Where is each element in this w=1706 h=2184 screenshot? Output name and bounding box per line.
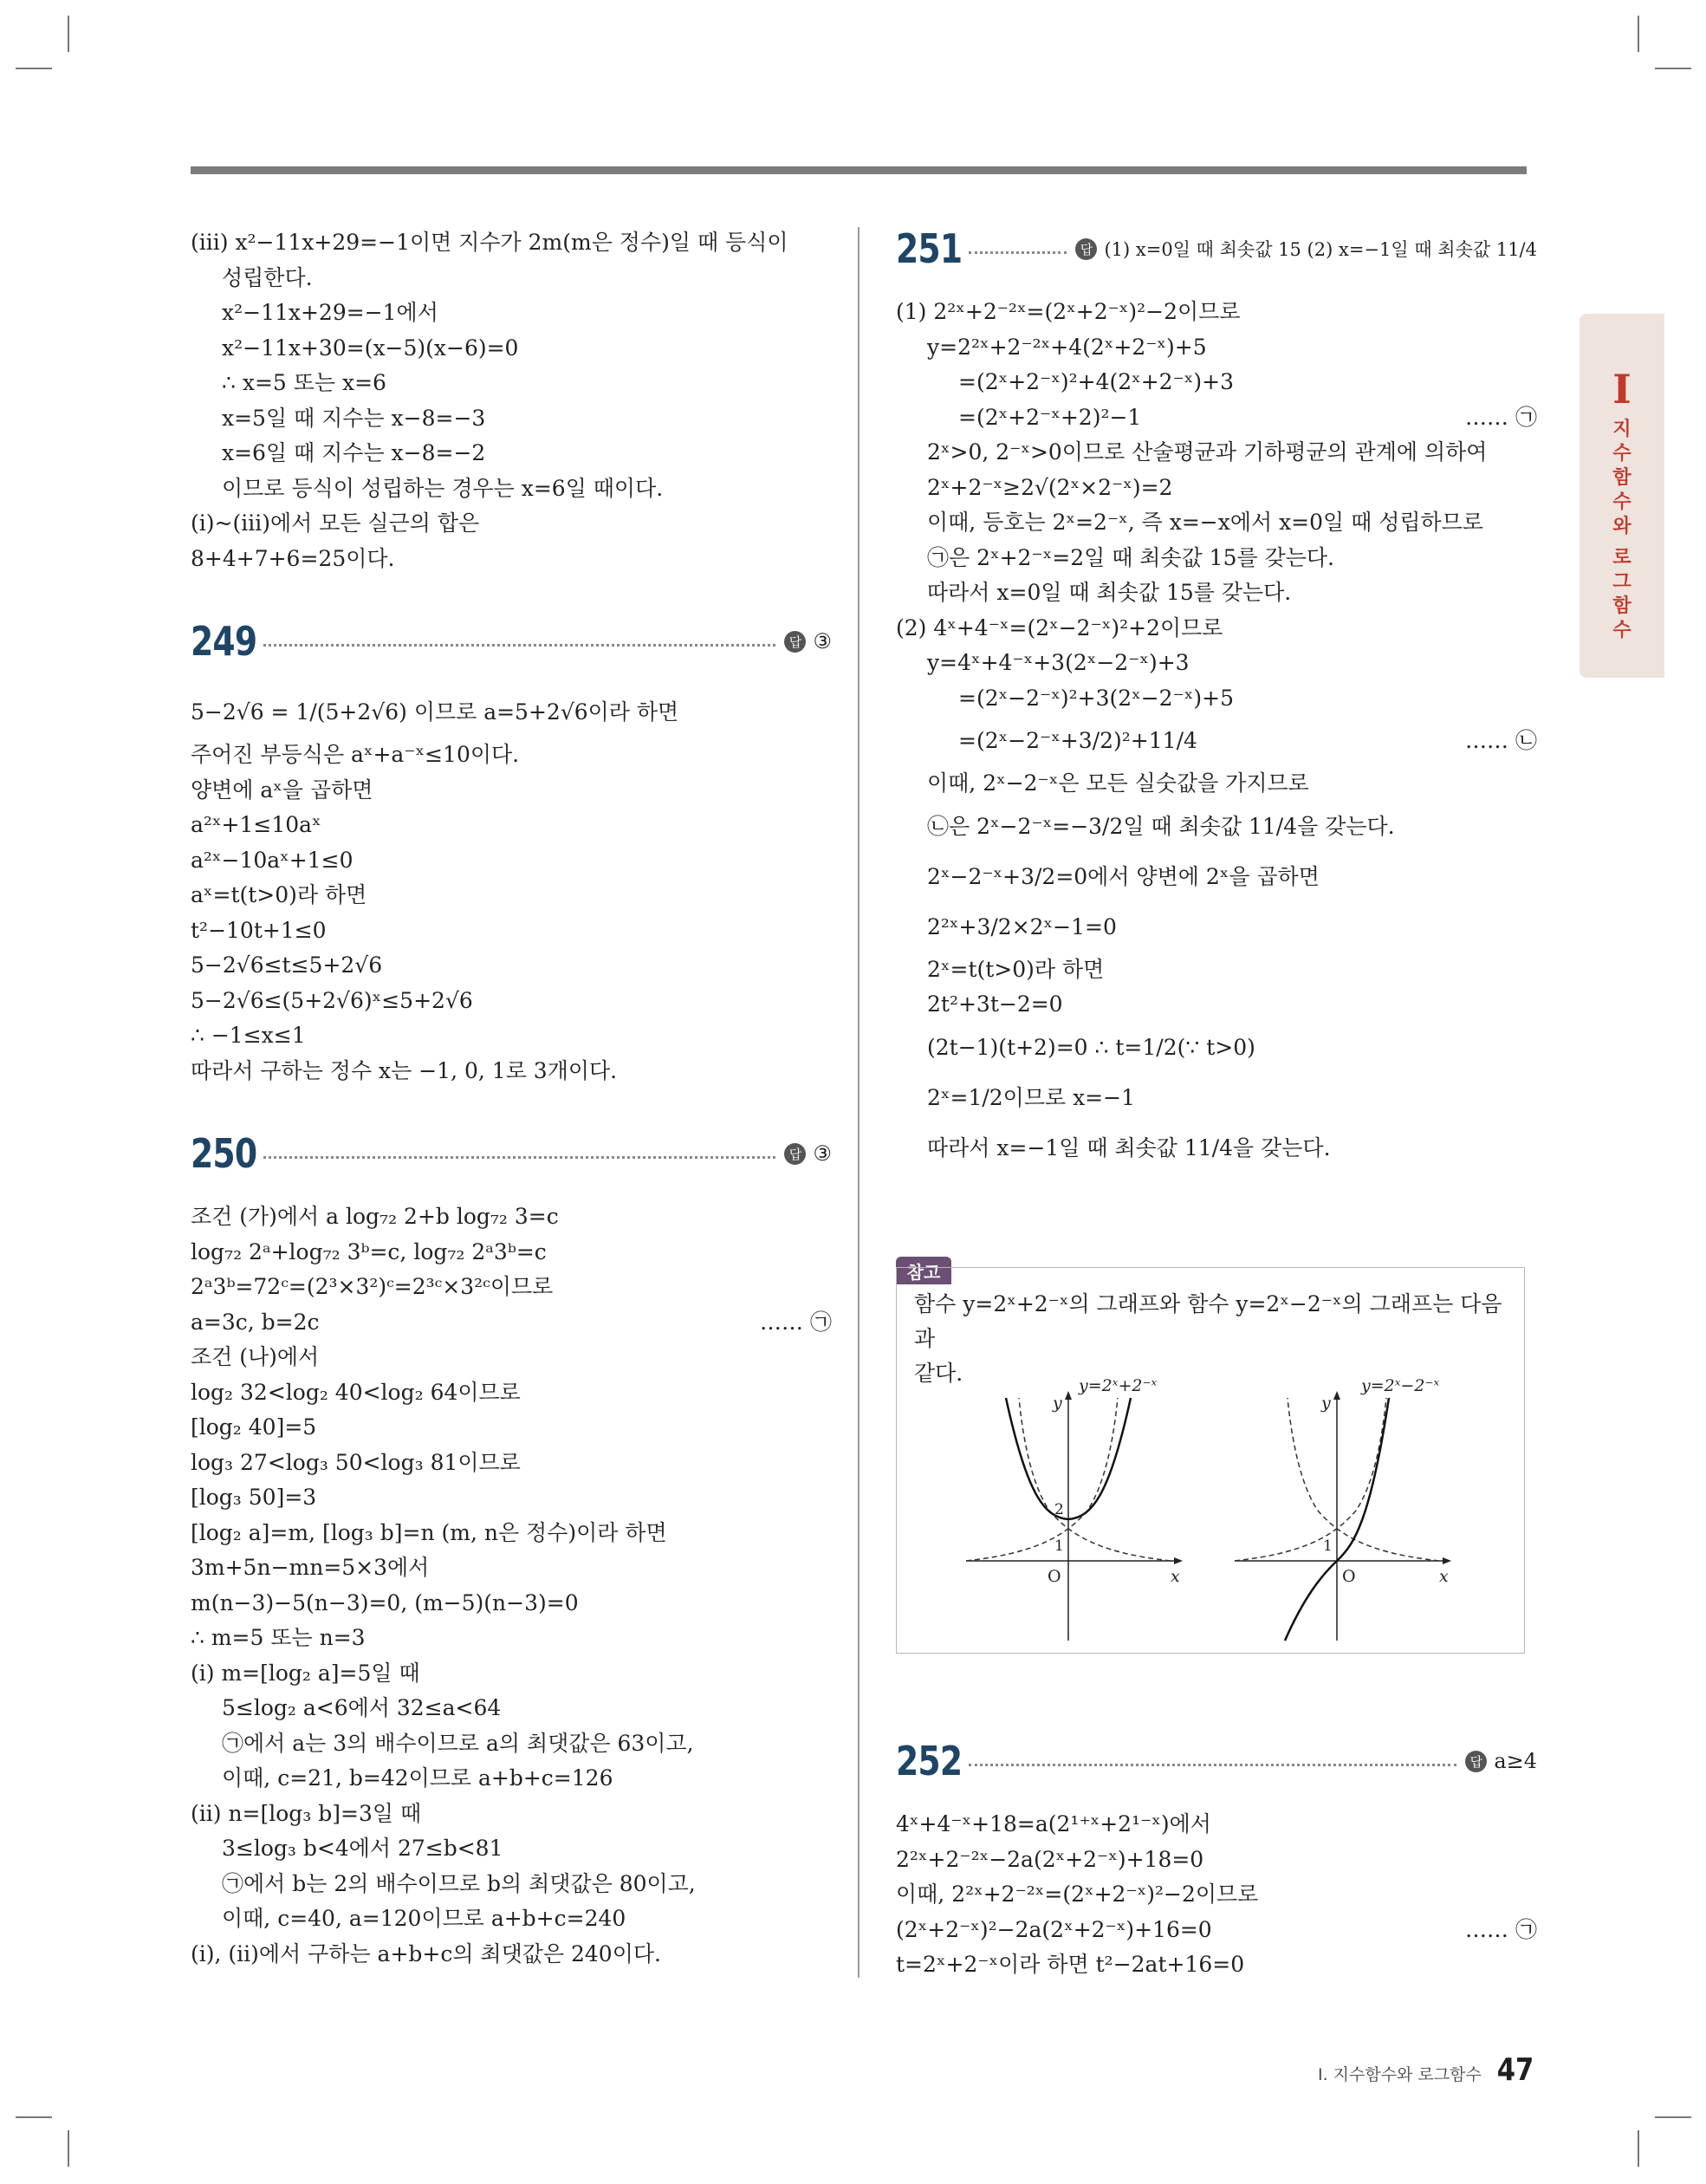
tab-char: 수 (1612, 443, 1631, 465)
equation-tag: …… ㉠ (760, 1309, 832, 1335)
axis-label-x: x (1439, 1567, 1449, 1586)
text-line: 2ᵃ3ᵇ=72ᶜ=(2³×3²)ᶜ=2³ᶜ×3²ᶜ이므로 (191, 1274, 554, 1299)
note-line: 같다. (914, 1361, 963, 1386)
text-line: [log₃ 50]=3 (191, 1485, 317, 1510)
problem-number: 252 (896, 1738, 963, 1784)
text-line: x=6일 때 지수는 x−8=−2 (222, 440, 486, 465)
answer-value: ③ (813, 1141, 832, 1166)
note-line: 함수 y=2ˣ+2⁻ˣ의 그래프와 함수 y=2ˣ−2⁻ˣ의 그래프는 다음과 (914, 1291, 1502, 1351)
answer-badge-icon: 답 (1075, 238, 1097, 260)
problem-number: 250 (191, 1130, 257, 1177)
column-divider (858, 227, 859, 1978)
text-line: 5−2√6≤t≤5+2√6 (191, 952, 383, 978)
answer-badge-icon: 답 (784, 1143, 806, 1165)
text-line: log₃ 27<log₃ 50<log₃ 81이므로 (191, 1449, 521, 1475)
curve-2-negx (1019, 1398, 1171, 1561)
text-line: ∴ m=5 또는 n=3 (191, 1625, 366, 1650)
tab-char: 함 (1612, 467, 1631, 489)
tab-char: 로 (1612, 547, 1631, 569)
text-line: a²ˣ+1≤10aˣ (191, 812, 321, 837)
chapter-vertical-title (1580, 418, 1664, 643)
curve-2-negx (1288, 1398, 1439, 1561)
crop-mark (1638, 2130, 1639, 2167)
leader-dots (969, 1764, 1456, 1766)
solution-249 (191, 687, 832, 1089)
note-box (896, 1267, 1525, 1654)
text-line: x²−11x+30=(x−5)(x−6)=0 (222, 335, 519, 361)
leader-dots (969, 251, 1067, 254)
problem-header-252 (896, 1738, 1537, 1784)
answer-badge-icon: 답 (1465, 1751, 1487, 1772)
text-line: 성립한다. (222, 264, 313, 290)
solution-251 (896, 295, 1537, 1173)
text-line: 2ˣ=1/2이므로 x=−1 (927, 1084, 1135, 1110)
equation: a=3c, b=2c (191, 1309, 320, 1335)
origin-label: O (1048, 1567, 1061, 1586)
answer (784, 629, 832, 653)
y-axis-arrow-icon (1065, 1391, 1072, 1400)
text-line: m(n−3)−5(n−3)=0, (m−5)(n−3)=0 (191, 1589, 579, 1615)
text-line: t=2ˣ+2⁻ˣ이라 하면 t²−2at+16=0 (896, 1952, 1245, 1977)
value-label: 2 (1054, 1501, 1064, 1518)
text-line: 이때, c=21, b=42이므로 a+b+c=126 (222, 1765, 613, 1791)
value-label: 1 (1323, 1537, 1333, 1555)
axis-label-x: x (1171, 1567, 1180, 1586)
equation: =(2ˣ+2⁻ˣ+2)²−1 (958, 404, 1142, 430)
text-line (896, 716, 1537, 766)
text-line: ∴ x=5 또는 x=6 (222, 370, 386, 395)
answer (784, 1141, 832, 1166)
solution-250 (191, 1199, 832, 1972)
axis-label-y: y (1053, 1394, 1062, 1413)
text-line: 이때, 2²ˣ+2⁻²ˣ=(2ˣ+2⁻ˣ)²−2이므로 (896, 1882, 1259, 1907)
footer-chapter: Ⅰ. 지수함수와 로그함수 (1317, 2065, 1482, 2084)
tab-char: 함 (1612, 595, 1631, 617)
text-line: (1) 2²ˣ+2⁻²ˣ=(2ˣ+2⁻ˣ)²−2이므로 (896, 299, 1241, 324)
text-line: 따라서 x=0일 때 최솟값 15를 갖는다. (927, 580, 1292, 605)
tab-char: 수 (1612, 620, 1631, 641)
text-line: 2²ˣ+3/2×2ˣ−1=0 (927, 913, 1117, 939)
leader-dots (263, 1156, 775, 1159)
graph-label: y=2ˣ+2⁻ˣ (1079, 1376, 1158, 1395)
answer-value: ③ (813, 629, 832, 653)
solution-252 (896, 1807, 1537, 1983)
problem-header-249 (191, 618, 832, 665)
text-line (896, 400, 1537, 436)
text-line: 2ˣ+2⁻ˣ≥2√(2ˣ×2⁻ˣ)=2 (927, 474, 1173, 500)
equation-tag: …… ㉠ (1465, 404, 1537, 430)
text-line: 이므로 등식이 성립하는 경우는 x=6일 때이다. (222, 475, 664, 501)
y-axis-arrow-icon (1333, 1391, 1340, 1400)
text-line: y=2²ˣ+2⁻²ˣ+4(2ˣ+2⁻ˣ)+5 (927, 334, 1207, 360)
text-line: 이때, 등호는 2ˣ=2⁻ˣ, 즉 x=−x에서 x=0일 때 성립하므로 (927, 510, 1483, 535)
text-line: t²−10t+1≤0 (191, 917, 327, 943)
text-line: ㉡은 2ˣ−2⁻ˣ=−3/2일 때 최솟값 11/4을 갖는다. (927, 813, 1395, 839)
note-tag: 참고 (896, 1257, 951, 1284)
x-axis-arrow-icon (1443, 1557, 1451, 1564)
problem-number: 249 (191, 618, 257, 665)
text-line: ㉠에서 b는 2의 배수이므로 b의 최댓값은 80이고, (222, 1870, 696, 1896)
text-line: 3m+5n−mn=5×3에서 (191, 1555, 430, 1580)
problem-header-251 (896, 225, 1537, 272)
text-line: 주어진 부등식은 aˣ+a⁻ˣ≤10이다. (191, 742, 520, 767)
right-column (896, 225, 1537, 1173)
answer-value: (1) x=0일 때 최솟값 15 (2) x=−1일 때 최솟값 11/4 (1104, 239, 1537, 260)
answer-value: a≥4 (1494, 1749, 1537, 1773)
answer (1465, 1749, 1537, 1773)
problem-number: 251 (896, 225, 963, 272)
text-line: [log₂ 40]=5 (191, 1414, 317, 1440)
text-line: [log₂ a]=m, [log₃ b]=n (m, n은 정수)이라 하면 (191, 1519, 667, 1545)
axis-label-y: y (1321, 1394, 1331, 1413)
crop-mark (16, 2116, 52, 2118)
origin-label: O (1342, 1567, 1356, 1586)
equation-tag: …… ㉠ (1465, 1916, 1537, 1942)
equation: (2ˣ+2⁻ˣ)²−2a(2ˣ+2⁻ˣ)+16=0 (896, 1916, 1212, 1942)
x-axis-arrow-icon (1174, 1557, 1183, 1564)
text-line: 조건 (나)에서 (191, 1344, 320, 1369)
tab-char: 그 (1612, 571, 1631, 593)
crop-mark (68, 2130, 69, 2167)
text-line: x²−11x+29=−1에서 (222, 300, 438, 325)
text-line: aˣ=t(t>0)라 하면 (191, 882, 367, 907)
crop-mark (1655, 2116, 1691, 2118)
text-line: ㉠은 2ˣ+2⁻ˣ=2일 때 최솟값 15를 갖는다. (927, 544, 1334, 570)
text-line (191, 1305, 832, 1341)
text-line: 5−2√6 = 1/(5+2√6) 이므로 a=5+2√6이라 하면 (191, 699, 679, 725)
text-line: 따라서 x=−1일 때 최솟값 11/4을 갖는다. (927, 1134, 1331, 1160)
curve-2x (1235, 1398, 1386, 1561)
text-line: 따라서 구하는 정수 x는 −1, 0, 1로 3개이다. (191, 1057, 618, 1083)
text-line: =(2ˣ+2⁻ˣ)²+4(2ˣ+2⁻ˣ)+3 (958, 369, 1234, 394)
tab-char: 와 (1612, 516, 1631, 537)
curve-2x (966, 1398, 1118, 1561)
equation-tag: …… ㉡ (1465, 728, 1537, 753)
text-line: y=4ˣ+4⁻ˣ+3(2ˣ−2⁻ˣ)+3 (927, 650, 1190, 675)
text-line: log₂ 32<log₂ 40<log₂ 64이므로 (191, 1379, 521, 1405)
chapter-roman: I (1612, 366, 1631, 413)
graph-cosh-like (966, 1376, 1183, 1641)
text-line: 양변에 aˣ을 곱하면 (191, 777, 373, 803)
text-line: ∴ −1≤x≤1 (191, 1023, 306, 1048)
text-line: (ⅱ) n=[log₃ b]=3일 때 (191, 1800, 422, 1826)
text-line: 조건 (가)에서 a log₇₂ 2+b log₇₂ 3=c (191, 1204, 559, 1229)
tab-char: 수 (1612, 491, 1631, 513)
crop-mark (16, 68, 52, 69)
note-graphs (897, 1268, 1524, 1653)
problem-252-block (896, 1738, 1537, 1983)
left-column (191, 225, 832, 1972)
text-line: 2t²+3t−2=0 (927, 991, 1063, 1017)
chapter-side-tab (1580, 314, 1664, 678)
intro-solution (191, 225, 832, 576)
text-line: 3≤log₃ b<4에서 27≤b<81 (222, 1836, 503, 1861)
graph-sinh-like (1235, 1376, 1451, 1641)
text-line: 이때, 2ˣ−2⁻ˣ은 모든 실숫값을 가지므로 (927, 770, 1309, 796)
text-line: (ⅰ) m=[log₂ a]=5일 때 (191, 1660, 420, 1686)
text-line: 2ˣ=t(t>0)라 하면 (927, 956, 1105, 982)
text-line: =(2ˣ−2⁻ˣ)²+3(2ˣ−2⁻ˣ)+5 (958, 685, 1234, 711)
text-line: (ⅰ), (ⅱ)에서 구하는 a+b+c의 최댓값은 240이다. (191, 1940, 661, 1966)
text-line: 5≤log₂ a<6에서 32≤a<64 (222, 1695, 502, 1720)
problem-header-250 (191, 1130, 832, 1177)
answer (1075, 236, 1537, 262)
text-line: ㉠에서 a는 3의 배수이므로 a의 최댓값은 63이고, (222, 1730, 694, 1756)
text-line: 이때, c=40, a=120이므로 a+b+c=240 (222, 1906, 626, 1931)
text-line: 2²ˣ+2⁻²ˣ−2a(2ˣ+2⁻ˣ)+18=0 (896, 1846, 1204, 1872)
graph-label: y=2ˣ−2⁻ˣ (1361, 1376, 1440, 1395)
text-line: 2ˣ−2⁻ˣ+3/2=0에서 양변에 2ˣ을 곱하면 (927, 863, 1320, 889)
text-line (896, 1913, 1537, 1948)
text-line: (2t−1)(t+2)=0 ∴ t=1/2(∵ t>0) (927, 1034, 1255, 1060)
tab-char: 지 (1612, 419, 1631, 440)
text-line: 4ˣ+4⁻ˣ+18=a(2¹⁺ˣ+2¹⁻ˣ)에서 (896, 1811, 1211, 1836)
text-line: 5−2√6≤(5+2√6)ˣ≤5+2√6 (191, 987, 473, 1013)
text-line: log₇₂ 2ᵃ+log₇₂ 3ᵇ=c, log₇₂ 2ᵃ3ᵇ=c (191, 1238, 547, 1264)
leader-dots (263, 644, 775, 647)
text-line: 8+4+7+6=25이다. (191, 545, 395, 571)
header-rule (191, 166, 1527, 174)
crop-mark (1638, 16, 1639, 52)
value-label: 1 (1054, 1537, 1064, 1555)
text-line: (2) 4ˣ+4⁻ˣ=(2ˣ−2⁻ˣ)²+2이므로 (896, 614, 1223, 640)
text-line: a²ˣ−10aˣ+1≤0 (191, 847, 354, 873)
crop-mark (1655, 68, 1691, 69)
equation: =(2ˣ−2⁻ˣ+3/2)²+11/4 (958, 728, 1197, 753)
text-line: (ⅲ) x²−11x+29=−1이면 지수가 2m(m은 정수)일 때 등식이 (191, 230, 788, 255)
text-line: (ⅰ)~(ⅲ)에서 모든 실근의 합은 (191, 510, 480, 536)
text-line: 2ˣ>0, 2⁻ˣ>0이므로 산술평균과 기하평균의 관계에 의하여 (927, 439, 1488, 465)
answer-badge-icon: 답 (784, 631, 806, 653)
page-number: 47 (1496, 2052, 1534, 2088)
crop-mark (68, 16, 69, 52)
page-footer (1318, 2052, 1537, 2088)
text-line: x=5일 때 지수는 x−8=−3 (222, 405, 486, 431)
